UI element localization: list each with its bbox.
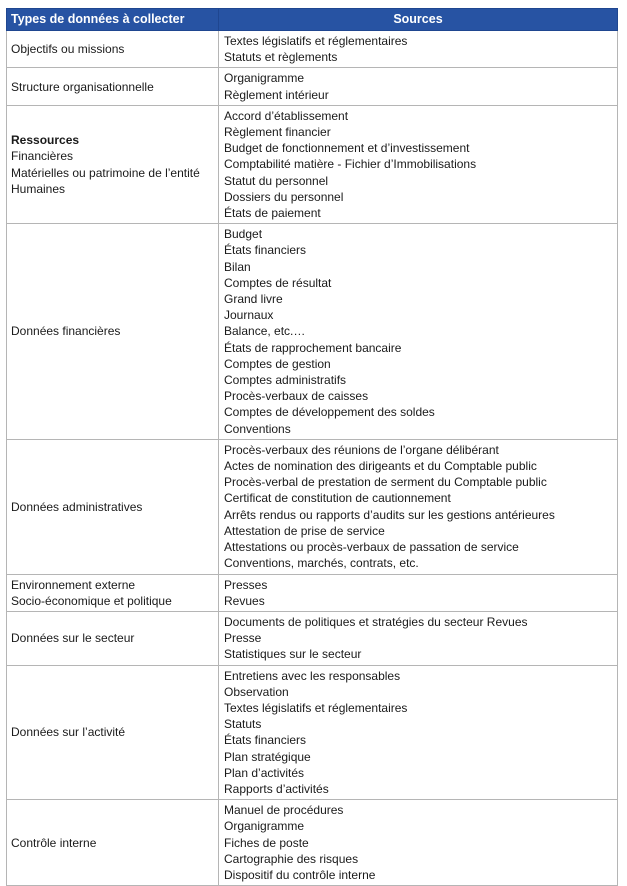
source-item: Budget [224,227,263,242]
source-item: Bilan [224,259,251,274]
data-type-cell [7,68,219,105]
data-type-label: Socio-économique et politique [11,593,172,608]
data-type-label: Données administratives [11,499,143,514]
table-row [7,665,618,800]
source-item: États de rapprochement bancaire [224,340,402,355]
source-item: Comptes de gestion [224,356,331,371]
source-item: Cartographie des risques [224,851,359,866]
source-item: Presse [224,631,262,646]
data-type-cell [7,800,219,886]
table-row [7,574,618,611]
source-item: Conventions [224,421,291,436]
source-item: Procès-verbaux des réunions de l’organe délibérant [224,442,499,457]
table-header-row [7,9,618,31]
source-item: Statistiques sur le secteur [224,647,362,662]
source-item: Observation [224,684,289,699]
sources-cell [219,224,618,440]
source-item: Arrêts rendus ou rapports d’audits sur les gestions antérieures [224,507,555,522]
source-item: Documents de politiques et stratégies du secteur Revues [224,614,528,629]
source-item: Presses [224,577,268,592]
data-type-cell [7,574,219,611]
table-row [7,105,618,223]
source-item: Organigramme [224,819,305,834]
table-row [7,611,618,665]
source-item: Fiches de poste [224,835,309,850]
table-row [7,68,618,105]
table-row [7,800,618,886]
data-type-label: Données sur le secteur [11,631,135,646]
source-item: États financiers [224,243,307,258]
source-item: Comptes de résultat [224,275,332,290]
data-type-label: Matérielles ou patrimoine de l’entité [11,165,200,180]
data-type-cell [7,439,219,574]
sources-cell [219,439,618,574]
data-type-label: Environnement externe [11,577,136,592]
sources-cell [219,665,618,800]
source-item: Attestations ou procès-verbaux de passation de service [224,540,519,555]
source-item: Manuel de procédures [224,803,344,818]
header-types: Types de données à collecter [7,9,219,31]
source-item: Conventions, marchés, contrats, etc. [224,556,419,571]
data-type-label: Contrôle interne [11,835,97,850]
sources-cell [219,105,618,223]
source-item: Textes législatifs et réglementaires [224,34,408,48]
source-item: Rapports d’activités [224,781,329,796]
source-item: Procès-verbal de prestation de serment du Comptable public [224,475,547,490]
data-type-label: Financières [11,149,74,164]
table-row [7,31,618,68]
source-item: Grand livre [224,292,283,307]
table-row [7,439,618,574]
source-item: Comptes administratifs [224,373,347,388]
table-body [7,31,618,886]
source-item: Organigramme [224,71,305,86]
table-row [7,224,618,440]
source-item: Règlement financier [224,125,331,140]
source-item: Entretiens avec les responsables [224,668,401,683]
sources-cell [219,611,618,665]
data-type-cell [7,105,219,223]
source-item: Procès-verbaux de caisses [224,389,369,404]
source-item: Certificat de constitution de cautionnement [224,491,451,506]
header-sources: Sources [219,9,618,31]
source-item: Accord d’établissement [224,108,349,123]
source-item: Comptabilité matière - Fichier d’Immobilisations [224,157,477,172]
sources-cell [219,68,618,105]
data-type-cell [7,224,219,440]
source-item: États financiers [224,733,307,748]
data-type-cell [7,665,219,800]
source-item: Dossiers du personnel [224,189,344,204]
source-item: Balance, etc.… [224,324,306,339]
sources-cell [219,574,618,611]
source-item: Statuts et règlements [224,50,338,65]
sources-cell [219,31,618,68]
data-collection-table [6,8,618,886]
source-item: Budget de fonctionnement et d’investissement [224,141,470,156]
data-type-cell [7,611,219,665]
data-type-label: Humaines [11,181,66,196]
source-item: Règlement intérieur [224,87,329,102]
data-type-label: Données financières [11,324,121,339]
source-item: Statuts [224,717,262,732]
source-item: Dispositif du contrôle interne [224,867,376,882]
data-type-heading: Ressources [11,133,80,148]
source-item: Plan stratégique [224,749,311,764]
data-type-cell [7,31,219,68]
source-item: Journaux [224,308,274,323]
data-type-label: Structure organisationnelle [11,79,154,94]
data-type-label: Objectifs ou missions [11,42,125,57]
source-item: Revues [224,593,265,608]
source-item: Comptes de développement des soldes [224,405,435,420]
source-item: Actes de nomination des dirigeants et du Comptable public [224,459,537,474]
source-item: Plan d’activités [224,765,305,780]
source-item: États de paiement [224,206,321,221]
sources-cell [219,800,618,886]
source-item: Statut du personnel [224,173,329,188]
source-item: Textes législatifs et réglementaires [224,700,408,715]
source-item: Attestation de prise de service [224,523,385,538]
data-type-label: Données sur l’activité [11,725,126,740]
